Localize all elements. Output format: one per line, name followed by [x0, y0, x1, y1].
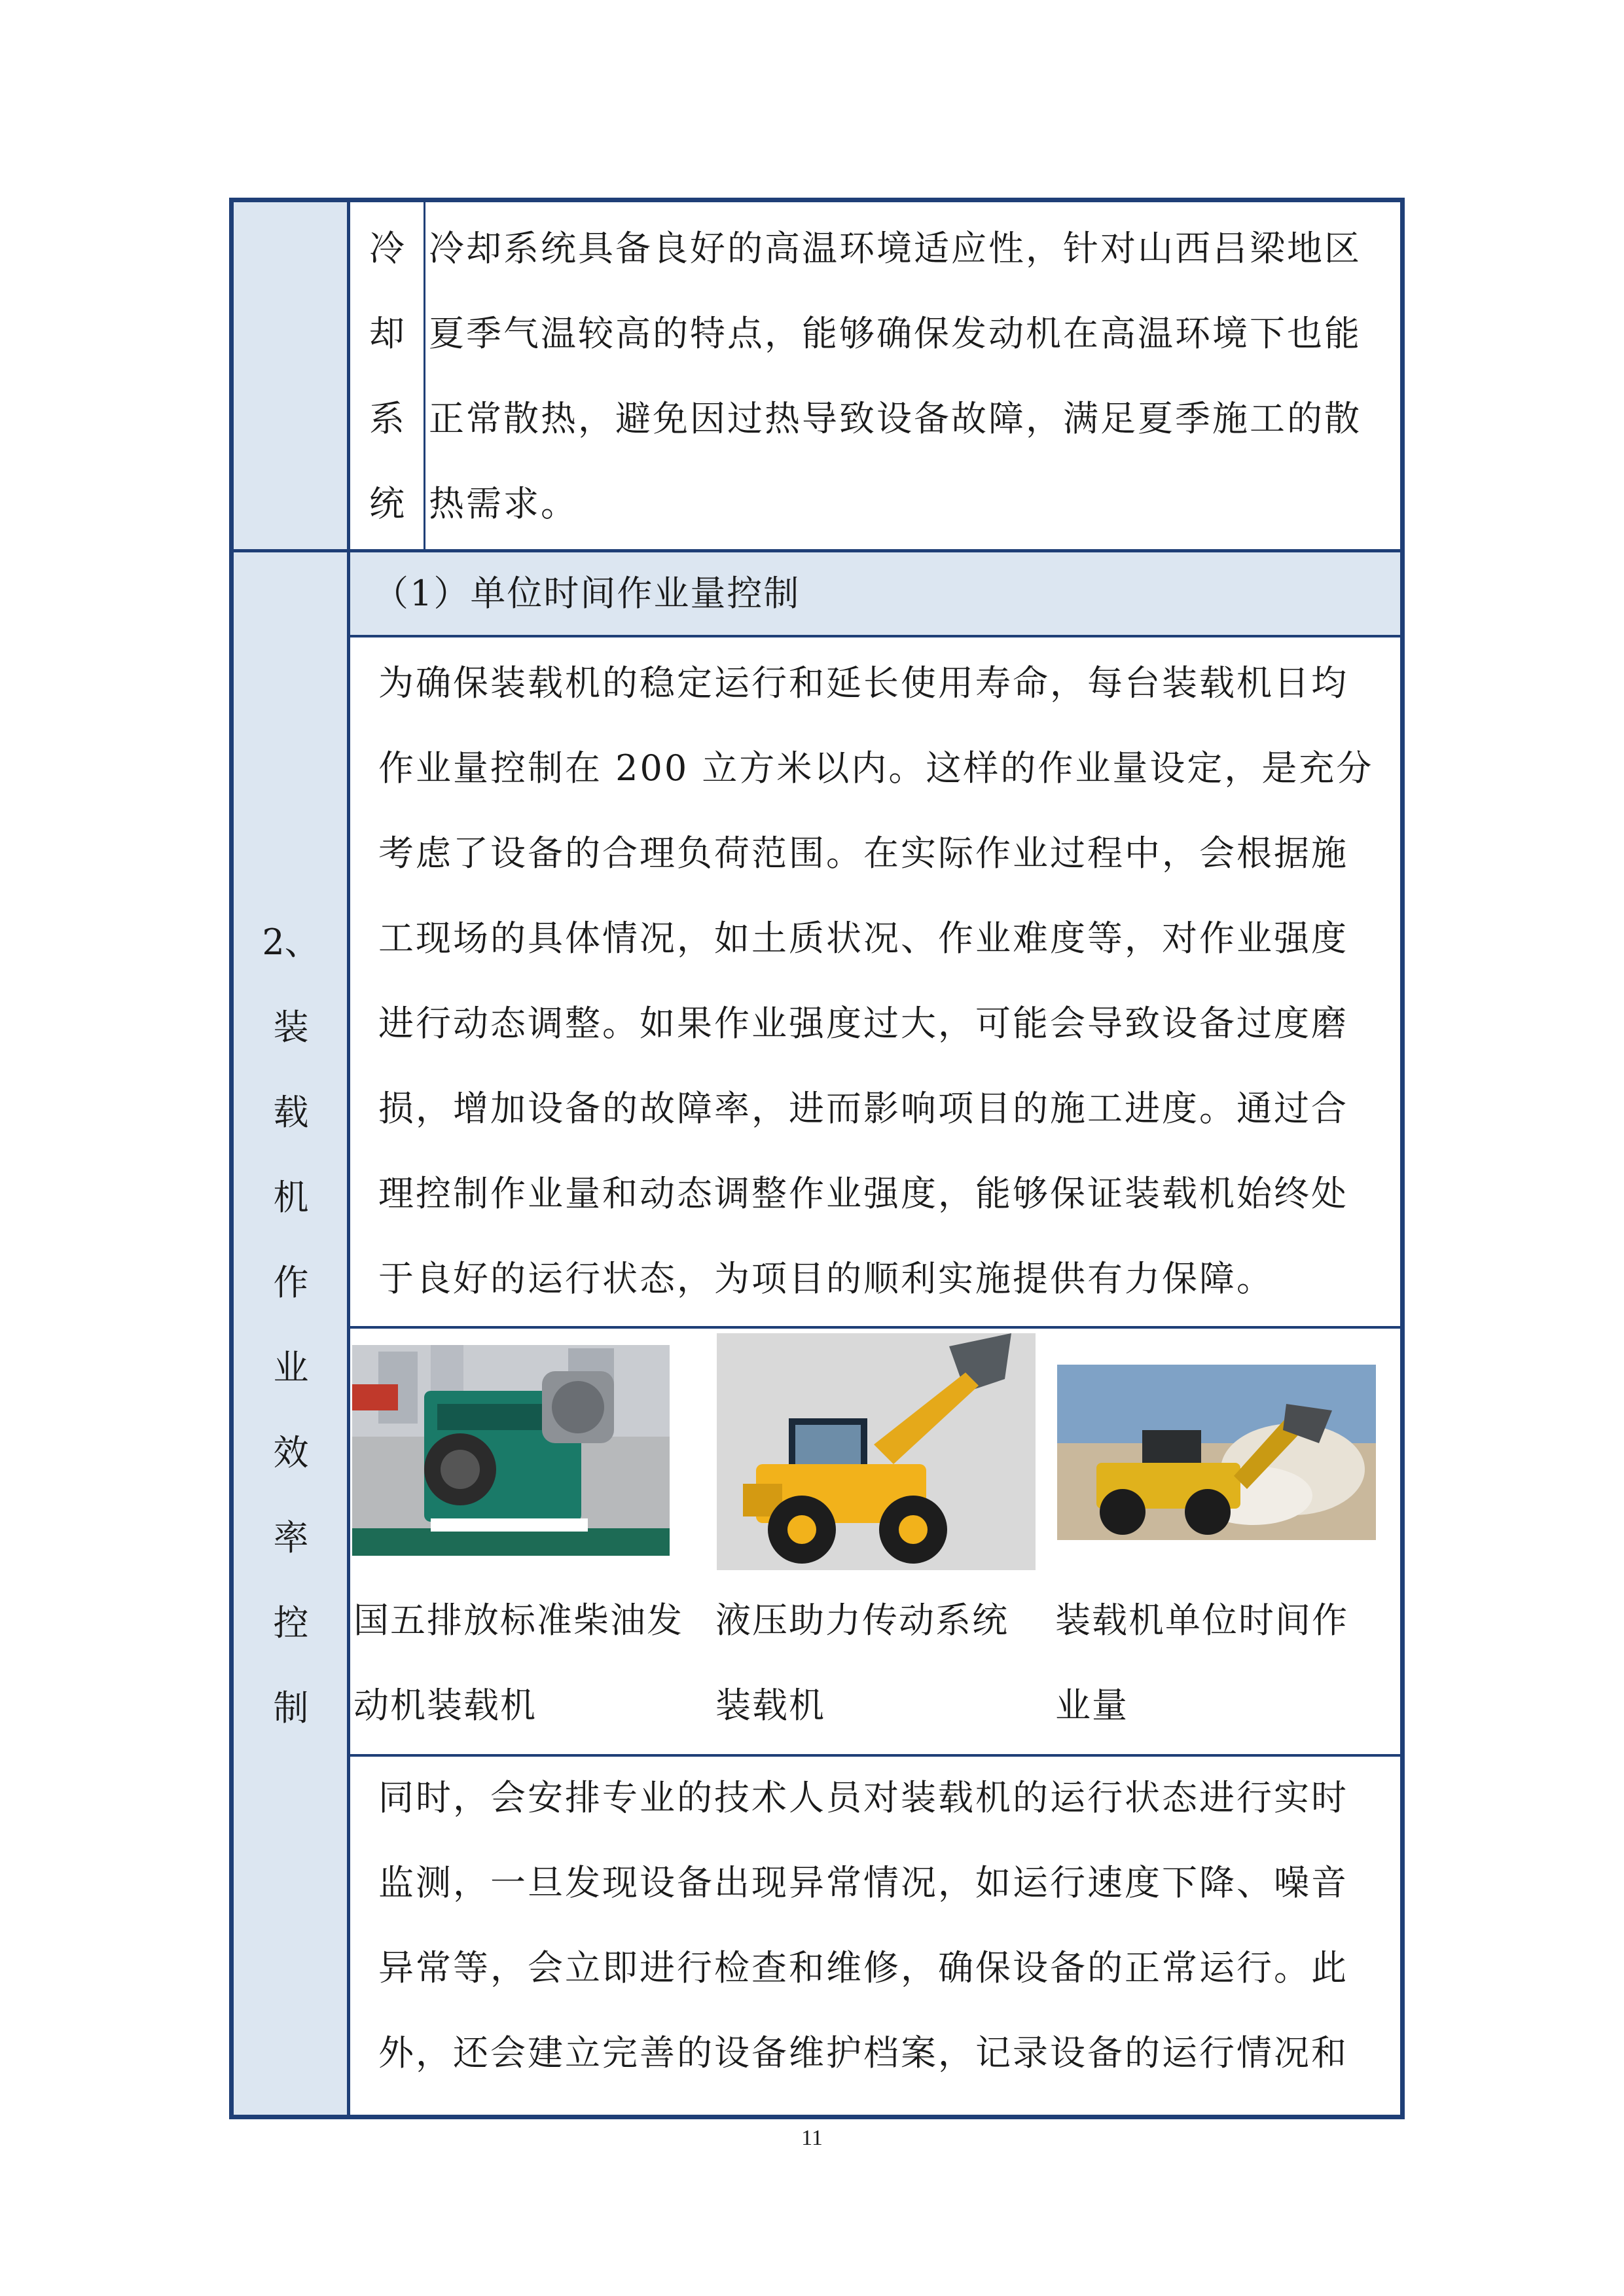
- diesel-engine-photo: [352, 1345, 670, 1556]
- section-label: 2、 装 载 机 作 业 效 率 控 制: [262, 922, 320, 1729]
- caption-diesel-engine: 国五排放标准柴油发 动机装载机: [353, 1600, 683, 1726]
- subheading: （1）单位时间作业量控制: [373, 573, 801, 614]
- caption-loader-workload: 装载机单位时间作 业量: [1055, 1600, 1348, 1726]
- cooling-system-label: 冷 却 系 统: [369, 228, 405, 524]
- row-divider-subheading: [350, 635, 1400, 637]
- row-divider-images: [350, 1326, 1400, 1329]
- page-number: 11: [801, 2126, 823, 2150]
- loader-working-photo: [1057, 1365, 1376, 1540]
- cooling-system-text: 冷却系统具备良好的高温环境适应性，针对山西吕梁地区 夏季气温较高的特点，能够确保发动机在高温环境下也能 正常散热，避免因过热导致设备故障，满足夏季施工的散 热需求。: [429, 228, 1362, 524]
- column-divider-cooling: [424, 202, 425, 552]
- paragraph-monitoring: 同时，会安排专业的技术人员对装载机的运行状态进行实时 监测，一旦发现设备出现异常情况，如运行速度下降、噪音 异常等，会立即进行检查和维修，确保设备的正常运行。此 外，还会建立完善的设备维护档案，记录设备的运行情况和: [378, 1777, 1348, 2073]
- caption-wheel-loader: 液压助力传动系统 装载机: [715, 1600, 1009, 1726]
- wheel-loader-photo: [717, 1333, 1036, 1570]
- paragraph-workload: 为确保装载机的稳定运行和延长使用寿命，每台装载机日均 作业量控制在 200 立方米以内。这样的作业量设定，是充分 考虑了设备的合理负荷范围。在实际作业过程中，会根据施 工现场的具体情况，如土质状况、作业难度等，对作业强度 进行动态调整。如果作业强度过大，可能会导致设备过度磨 损，增加设备的故障率，进而影响项目的施工进度。通过合 理控制作业量和动态调整作业强度，能够保证装载机始终处 于良好的运行状态，为项目的顺利实施提供有力保障。: [378, 662, 1374, 1299]
